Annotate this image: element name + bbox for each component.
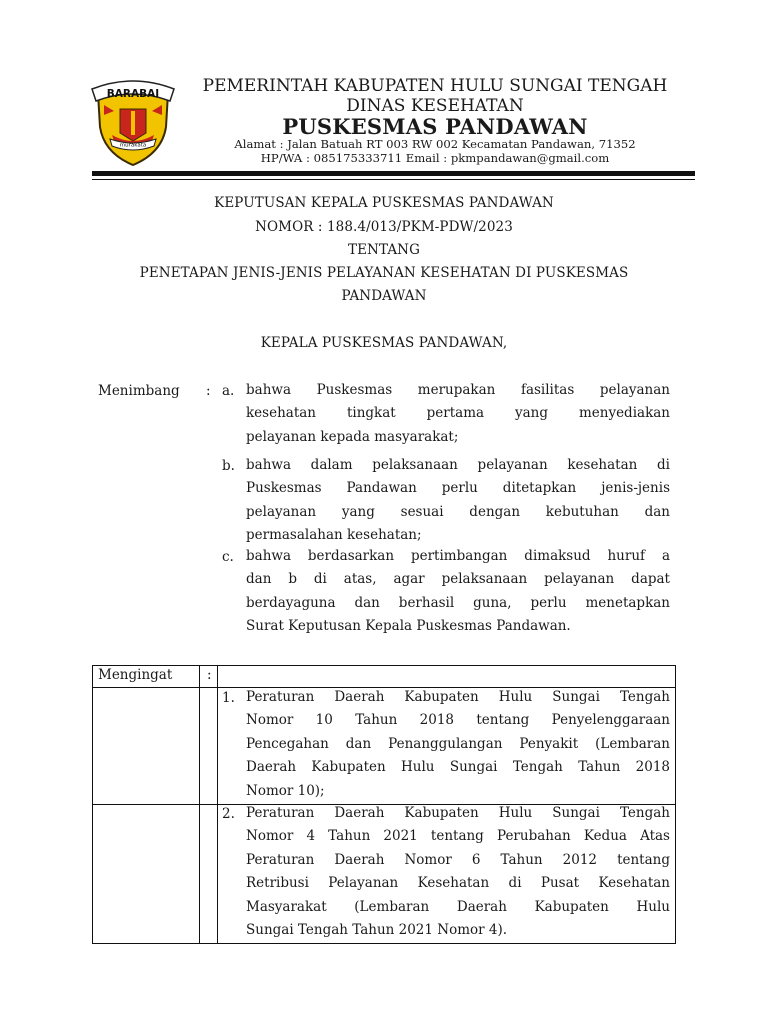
text-line: Daerah Kabupaten Hulu Sungai Tengah Tahun 2018 <box>246 759 670 776</box>
text-line: berdayaguna dan berhasil guna, perlu menetapkan <box>246 594 670 611</box>
decree-about: TENTANG <box>348 242 420 258</box>
mengingat-marker-1: 1. <box>222 690 235 706</box>
text-line: bahwa Puskesmas merupakan fasilitas pelayanan <box>246 382 670 398</box>
decree-number: NOMOR : 188.4/013/PKM-PDW/2023 <box>255 219 513 235</box>
text-line: pelayanan yang sesuai dengan kebutuhan dan <box>246 503 670 520</box>
mengingat-item-2 <box>246 802 670 942</box>
logo-text: BARABAI <box>106 88 160 100</box>
text-line: Nomor 10); <box>246 782 325 799</box>
institution-contact: HP/WA : 085175333711 Email : pkmpandawan@gmail.com <box>260 151 610 165</box>
text-line: Sungai Tengah Tahun 2021 Nomor 4). <box>246 922 508 939</box>
department-name: DINAS KESEHATAN <box>346 96 524 116</box>
institution-address: Alamat : Jalan Batuah RT 003 RW 002 Kecamatan Pandawan, 71352 <box>234 137 636 151</box>
menimbang-item-c <box>246 545 670 639</box>
text-line: permasalahan kesehatan; <box>246 527 422 544</box>
table-border-top <box>92 665 676 666</box>
issuing-official: KEPALA PUSKESMAS PANDAWAN, <box>260 335 508 351</box>
text-line: Nomor 4 Tahun 2021 tentang Perubahan Kedua Atas <box>246 828 670 845</box>
text-line: pelayanan kepada masyarakat; <box>246 428 459 445</box>
menimbang-colon: : <box>206 383 211 399</box>
mengingat-colon: : <box>207 667 212 683</box>
table-border-bottom <box>92 943 676 944</box>
menimbang-marker-c: c. <box>222 549 234 565</box>
menimbang-marker-a: a. <box>222 383 235 399</box>
text-line: Surat Keputusan Kepala Puskesmas Pandawan. <box>246 618 571 635</box>
text-line: Peraturan Daerah Kabupaten Hulu Sungai Tengah <box>246 689 670 705</box>
logo-motto: murakata <box>119 142 147 149</box>
text-line: bahwa dalam pelaksanaan pelayanan kesehatan di <box>246 457 670 473</box>
government-name: PEMERINTAH KABUPATEN HULU SUNGAI TENGAH <box>202 76 668 96</box>
mengingat-item-1 <box>246 686 670 803</box>
letterhead-divider-thin <box>92 179 695 180</box>
text-line: Retribusi Pelayanan Kesehatan di Pusat Kesehatan <box>246 875 670 892</box>
text-line: Masyarakat (Lembaran Daerah Kabupaten Hulu <box>246 898 670 915</box>
text-line: Puskesmas Pandawan perlu ditetapkan jenis-jenis <box>246 480 670 497</box>
institution-name: PUSKESMAS PANDAWAN <box>282 114 588 139</box>
mengingat-label: Mengingat <box>98 667 173 683</box>
menimbang-item-b <box>246 454 670 548</box>
letterhead-divider-thick <box>92 171 695 176</box>
text-line: dan b di atas, agar pelaksanaan pelayanan dapat <box>246 571 670 588</box>
text-line: Pencegahan dan Penanggulangan Penyakit (Lembaran <box>246 735 670 752</box>
decree-subject-line1: PENETAPAN JENIS-JENIS PELAYANAN KESEHATAN DI PUSKESMAS <box>139 265 629 281</box>
decree-title: KEPUTUSAN KEPALA PUSKESMAS PANDAWAN <box>214 195 554 211</box>
decree-subject-line2: PANDAWAN <box>341 288 427 304</box>
menimbang-marker-b: b. <box>222 458 235 474</box>
text-line: Nomor 10 Tahun 2018 tentang Penyelenggaraan <box>246 712 670 729</box>
text-line: bahwa berdasarkan pertimbangan dimaksud huruf a <box>246 548 670 564</box>
barabai-logo <box>90 75 176 167</box>
text-line: Peraturan Daerah Kabupaten Hulu Sungai Tengah <box>246 805 670 821</box>
menimbang-item-a <box>246 379 670 449</box>
menimbang-label: Menimbang <box>98 383 180 399</box>
mengingat-marker-2: 2. <box>222 806 235 822</box>
text-line: kesehatan tingkat pertama yang menyediakan <box>246 405 670 422</box>
text-line: Peraturan Daerah Nomor 6 Tahun 2012 tentang <box>246 851 670 868</box>
